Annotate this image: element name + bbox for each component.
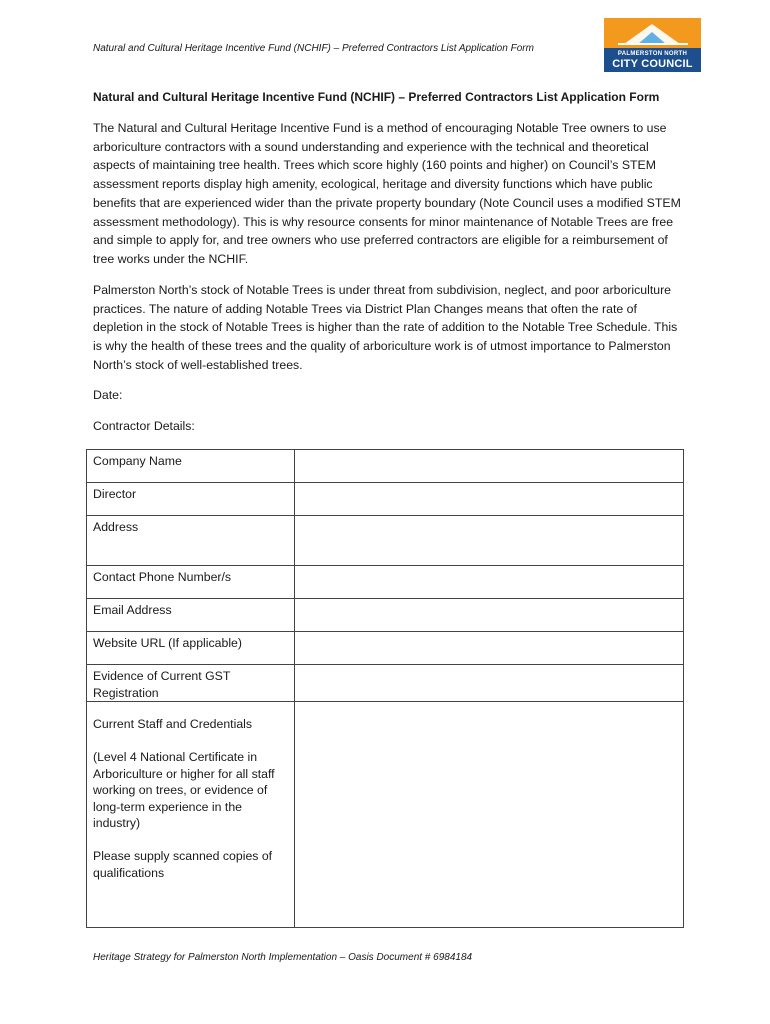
logo-line-2: CITY COUNCIL (612, 58, 693, 70)
contractor-details-label: Contractor Details: (93, 419, 195, 433)
email-address-field[interactable] (295, 599, 684, 632)
table-row (87, 702, 684, 928)
logo-text-band (604, 48, 701, 72)
logo-line-1: PALMERSTON NORTH (617, 51, 688, 57)
table-row (87, 665, 684, 702)
table-row (87, 566, 684, 599)
director-label: Director (87, 483, 295, 516)
document-title: Natural and Cultural Heritage Incentive Fund (NCHIF) – Preferred Contractors List Application Form (93, 90, 660, 104)
gst-registration-field[interactable] (295, 665, 684, 702)
document-footer: Heritage Strategy for Palmerston North Implementation – Oasis Document # 6984184 (93, 952, 473, 963)
company-name-label: Company Name (87, 450, 295, 483)
table-row (87, 599, 684, 632)
staff-credentials-label: Current Staff and Credentials (Level 4 National Certificate in Arboriculture or higher for all staff working on trees, or evidence of long-term experience in the industry) Please supply scanned copies of qualifications (87, 702, 295, 928)
intro-paragraph: The Natural and Cultural Heritage Incentive Fund is a method of encouraging Notable Tree owners to use arboriculture contractors with a sound understanding and experience with the technical and theoretical aspects of maintaining tree health. Trees which score highly (160 points and higher) on Council’s STEM assessment reports display high amenity, ecological, heritage and diversity functions which have public benefits that are experienced wider than the private property boundary (Note Council uses a modified STEM assessment methodology). This is why resource consents for minor maintenance of Notable Trees are free and simple to apply for, and tree owners who use preferred contractors are eligible for a reimbursement of tree works under the NCHIF. (93, 121, 681, 266)
address-label: Address (87, 516, 295, 566)
staff-credentials-field[interactable] (295, 702, 684, 928)
contractor-details-table (86, 449, 684, 928)
contact-phone-label: Contact Phone Number/s (87, 566, 295, 599)
email-address-label: Email Address (87, 599, 295, 632)
website-url-field[interactable] (295, 632, 684, 665)
council-logo (604, 18, 701, 72)
table-row (87, 483, 684, 516)
contact-phone-field[interactable] (295, 566, 684, 599)
table-row (87, 516, 684, 566)
date-label: Date: (93, 388, 123, 402)
threat-paragraph: Palmerston North’s stock of Notable Trees is under threat from subdivision, neglect, and poor arboriculture practices. The nature of adding Notable Trees via District Plan Changes means that often the rate of depletion in the stock of Notable Trees is higher than the rate of addition to the Notable Tree Schedule. This is why the health of these trees and the quality of arboriculture work is of utmost importance to Palmerston North’s stock of well-established trees. (93, 283, 678, 372)
running-header: Natural and Cultural Heritage Incentive Fund (NCHIF) – Preferred Contractors List Application Form (93, 43, 534, 54)
logo-bridge-icon (604, 18, 701, 48)
address-field[interactable] (295, 516, 684, 566)
director-field[interactable] (295, 483, 684, 516)
website-url-label: Website URL (If applicable) (87, 632, 295, 665)
table-row (87, 450, 684, 483)
logo-graphic (604, 18, 701, 48)
gst-registration-label: Evidence of Current GST Registration (87, 665, 295, 702)
table-row (87, 632, 684, 665)
company-name-field[interactable] (295, 450, 684, 483)
